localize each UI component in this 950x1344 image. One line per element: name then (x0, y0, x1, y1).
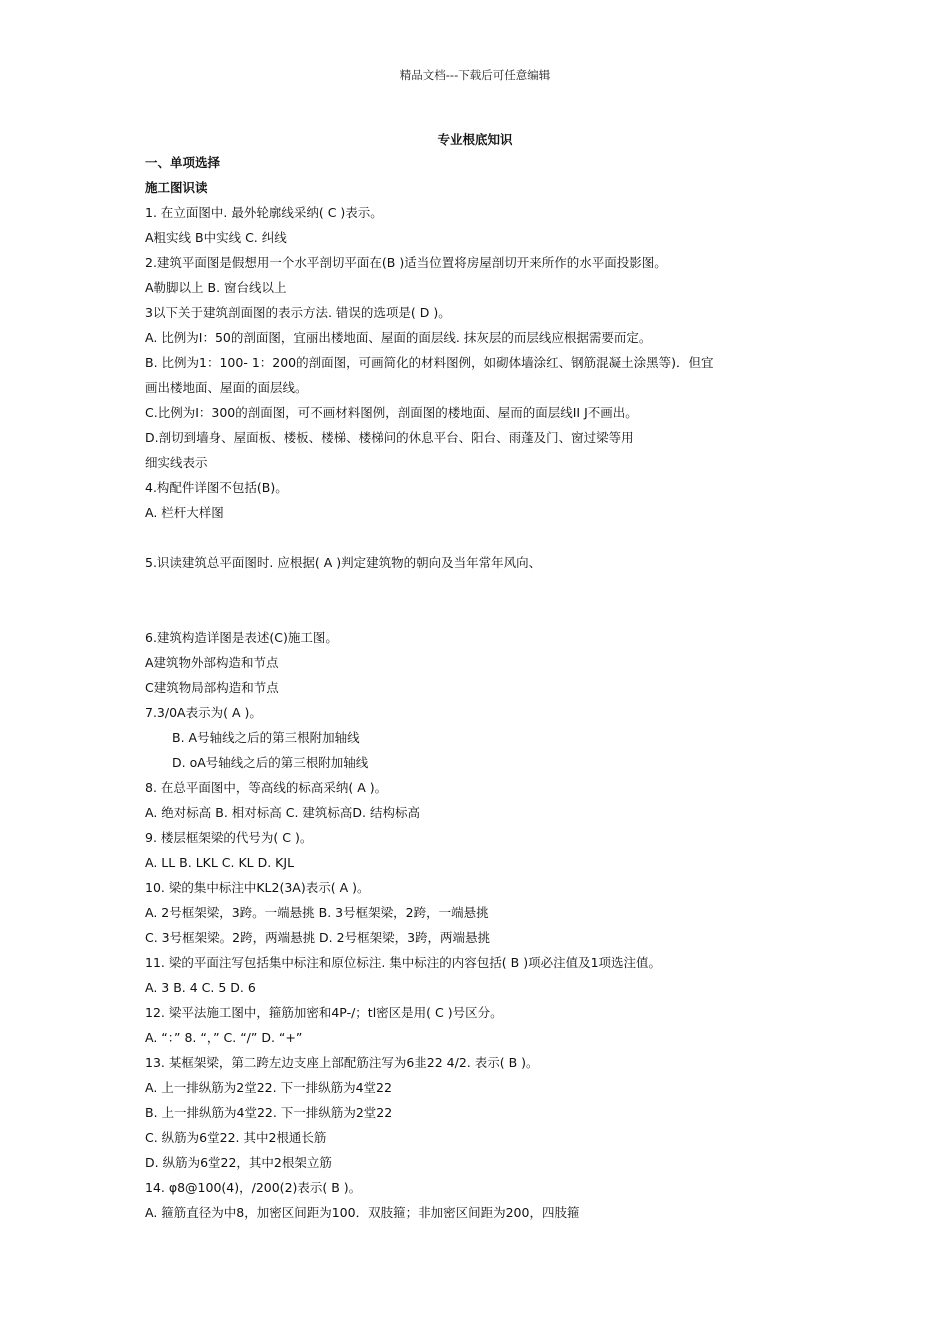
question-3-option-d-cont: 细实线表示 (145, 455, 208, 470)
question-8-options: A. 绝对标高 B. 相对标高 C. 建筑标高D. 结构标高 (145, 805, 420, 820)
question-4: 4.构配件详图不包括(B)。 (145, 480, 288, 495)
question-14-option-a: A. 箍筋直径为中8，加密区间距为100．双肢箍；非加密区间距为200，四肢箍 (145, 1205, 580, 1220)
question-3-option-a: A. 比例为I：50的剖面图，宜丽出楼地面、屋面的面层线. 抹灰层的而层线应根据需要而定。 (145, 330, 652, 345)
document-title: 专业根底知识 (437, 132, 513, 147)
question-9: 9. 楼层框架梁的代号为( C )。 (145, 830, 313, 845)
subsection-heading: 施工图识读 (145, 180, 208, 195)
question-3-option-b: B. 比例为1：100- 1：200的剖面图，可画简化的材料图例，如砌体墙涂红、钢筋混凝土涂黑等)．但宜 (145, 355, 714, 370)
section-heading: 一、单项选择 (145, 155, 221, 170)
question-12-options: A. “：” 8. “，” C. “/” D. “+” (145, 1030, 303, 1045)
question-6: 6.建筑构造详图是表述(C)施工图。 (145, 630, 338, 645)
question-1: 1. 在立面图中. 最外轮廓线采纳( C )表示。 (145, 205, 383, 220)
question-13-option-b: B. 上一排纵筋为4堂22. 下一排纵筋为2堂22 (145, 1105, 393, 1120)
question-14: 14. φ8@100(4)，/200(2)表示( B )。 (145, 1180, 362, 1195)
question-7: 7.3/0A表示为( A )。 (145, 705, 262, 720)
question-2: 2.建筑平面图是假想用一个水平剖切平面在(B )适当位置将房屋剖切开来所作的水平面投影图。 (145, 255, 667, 270)
question-1-options: A粗实线 B中实线 C. 纠线 (145, 230, 287, 245)
question-7-option-b: B. A号轴线之后的第三根附加轴线 (172, 730, 360, 745)
question-6-option-a: A建筑物外部构造和节点 (145, 655, 279, 670)
question-11-options: A. 3 B. 4 C. 5 D. 6 (145, 980, 256, 995)
question-13-option-a: A. 上一排纵筋为2堂22. 下一排纵筋为4堂22 (145, 1080, 392, 1095)
question-3-option-c: C.比例为I：300的剖面图，可不画材料图例，剖面图的楼地面、屋而的面层线II J不画出。 (145, 405, 638, 420)
question-6-option-c: C建筑物局部构造和节点 (145, 680, 279, 695)
question-13-option-c: C. 纵筋为6堂22. 其中2根通长筋 (145, 1130, 327, 1145)
question-3: 3以下关于建筑剖面图的表示方法. 错误的选项是( D )。 (145, 305, 451, 320)
question-11: 11. 梁的平面注写包括集中标注和原位标注. 集中标注的内容包括( B )项必注值及1项选注值。 (145, 955, 662, 970)
question-4-option-a: A. 栏杆大样图 (145, 505, 224, 520)
question-8: 8. 在总平面图中，等高线的标高采纳( A )。 (145, 780, 388, 795)
question-10-options-cd: C. 3号框架梁。2跨，两端悬挑 D. 2号框架梁，3跨，两端悬挑 (145, 930, 491, 945)
question-10: 10. 梁的集中标注中KL2(3A)表示( A )。 (145, 880, 370, 895)
question-5: 5.识读建筑总平面图时. 应根据( A )判定建筑物的朝向及当年常年风向、 (145, 555, 542, 570)
question-13: 13. 某框架梁，第二跨左边支座上部配筋注写为6韭22 4/2. 表示( B )。 (145, 1055, 539, 1070)
question-13-option-d: D. 纵筋为6堂22，其中2根架立筋 (145, 1155, 332, 1170)
question-3-option-b-cont: 画出楼地面、屋面的面层线。 (145, 380, 308, 395)
question-3-option-d: D.剖切到墙身、屋面板、楼板、楼梯、楼梯问的休息平台、阳台、雨蓬及门、窗过梁等用 (145, 430, 634, 445)
question-12: 12. 梁平法施工图中，箍筋加密和4P-/；tl密区是用( C )号区分。 (145, 1005, 503, 1020)
question-9-options: A. LL B. LKL C. KL D. KJL (145, 855, 295, 870)
question-7-option-d: D. oA号轴线之后的第三根附加轴线 (172, 755, 369, 770)
question-2-options: A勒脚以上 B. 窗台线以上 (145, 280, 287, 295)
question-10-options-ab: A. 2号框架梁，3跨。一端悬挑 B. 3号框架梁，2跨，一端悬挑 (145, 905, 489, 920)
page-header: 精品文档---下载后可任意编辑 (399, 68, 551, 82)
